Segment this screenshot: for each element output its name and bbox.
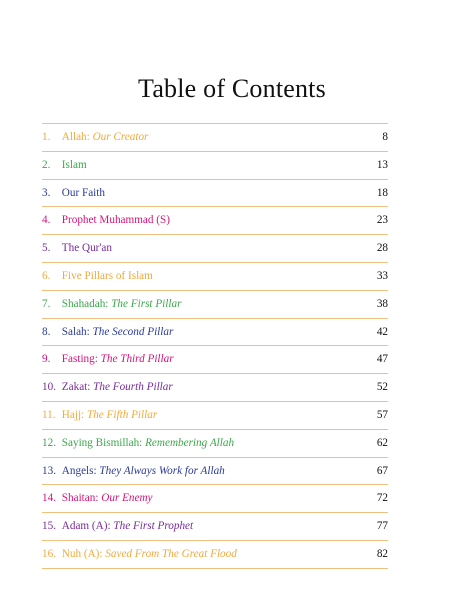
toc-entry-13[interactable] [42,457,388,485]
entry-page-number: 23 [376,214,388,227]
entry-subtitle: Our Creator [92,131,149,143]
toc-entry-8[interactable] [42,318,388,346]
entry-page-number: 47 [376,353,388,366]
toc-entry-14[interactable] [42,484,388,512]
entry-title: Salah: [61,325,90,338]
entry-title: Our Faith [61,186,105,199]
entry-number: 11. [42,408,56,421]
toc-entry-7[interactable] [42,290,388,318]
entry-page-number: 67 [376,464,388,477]
entry-title: Zakat: [61,381,91,394]
entry-number: 9. [42,353,51,366]
entry-page-number: 82 [376,547,388,560]
entry-title: Saying Bismillah: [61,436,143,449]
entry-number: 12. [42,436,56,449]
entry-subtitle: The Second Pillar [92,325,174,338]
toc-entry-1[interactable] [42,123,388,151]
entry-page-number: 13 [376,158,388,171]
entry-number: 1. [42,131,51,143]
page-title: Table of Contents [138,74,326,103]
entry-title: Adam (A): [61,520,111,533]
entry-title: Fasting: [61,353,98,366]
entry-number: 4. [42,214,51,227]
toc-entry-4[interactable] [42,206,388,234]
toc-entry-2[interactable] [42,151,388,179]
toc-entry-9[interactable] [42,345,388,373]
entry-number: 13. [42,464,56,477]
entry-number: 8. [42,325,51,338]
toc-entry-5[interactable] [42,234,388,262]
entry-subtitle: The Fourth Pillar [93,381,173,394]
toc-entry-10[interactable] [42,373,388,401]
entry-title: The Qur'an [61,242,112,255]
entry-page-number: 62 [376,436,388,449]
entry-number: 5. [42,242,51,255]
entry-subtitle: The First Pillar [111,297,182,310]
entry-title: Shaitan: [61,492,99,505]
entry-page-number: 18 [376,186,388,199]
entry-page-number: 72 [376,492,388,505]
entry-subtitle: The First Prophet [113,520,194,533]
entry-page-number: 57 [376,408,388,421]
entry-number: 15. [42,520,56,533]
entry-page-number: 33 [376,269,388,282]
entry-subtitle: The Third Pillar [100,353,174,366]
entry-page-number: 77 [376,520,388,533]
entry-page-number: 8 [382,131,388,143]
entry-number: 3. [42,186,51,199]
entry-subtitle: The Fifth Pillar [86,408,158,421]
entry-number: 14. [42,492,56,505]
entry-page-number: 38 [376,297,388,310]
entry-title: Islam [61,158,87,171]
entry-page-number: 52 [376,381,388,394]
entry-subtitle: Saved From The Great Flood [105,547,237,560]
entry-number: 2. [42,158,51,171]
entry-subtitle: Remembering Allah [145,436,235,449]
toc-entry-11[interactable] [42,401,388,429]
entry-subtitle: Our Enemy [101,492,153,505]
entry-page-number: 42 [376,325,388,338]
entry-title: Angels: [61,464,97,477]
toc-entry-6[interactable] [42,262,388,290]
toc-entry-12[interactable] [42,429,388,457]
entry-title: Nuh (A): [61,547,103,560]
toc-entry-16[interactable] [42,540,388,569]
entry-number: 7. [42,297,51,310]
entry-page-number: 28 [376,242,388,255]
entry-title: Shahadah: [61,297,109,310]
entry-number: 16. [42,547,56,560]
entry-subtitle: They Always Work for Allah [99,464,225,477]
entry-title: Allah: [61,131,90,143]
entry-title: Prophet Muhammad (S) [61,214,170,227]
toc-entry-15[interactable] [42,512,388,540]
entry-number: 10. [42,381,56,394]
table-of-contents [42,123,388,563]
entry-number: 6. [42,269,51,282]
entry-title: Five Pillars of Islam [61,269,153,282]
entry-title: Hajj: [61,408,85,421]
toc-entry-3[interactable] [42,179,388,207]
